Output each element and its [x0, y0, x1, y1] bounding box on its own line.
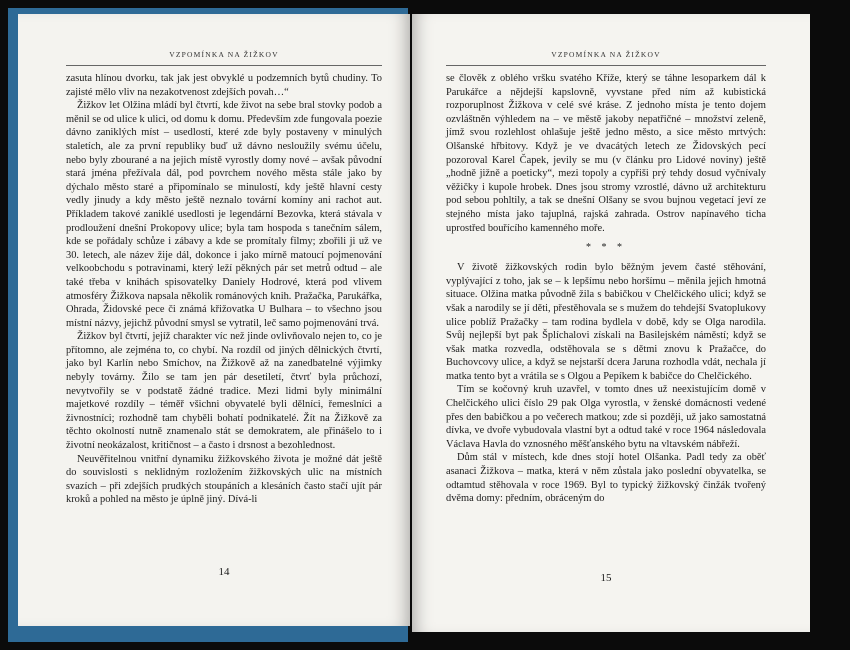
paragraph: V životě žižkovských rodin bylo běžným jevem časté stěhování, vyplývající z toho, jak se – k lepšímu nebo horšímu – měnila jejich hmotná situace. Olžina matka původně žila s babičkou v Chelčického ulici; když se však a narodily se jí děti, přestěhovala se s mužem do tehdejší Svatoplukovy ulice poblíž Pražačky – tam rodina bydlela v době, kdy se Olga narodila. Svůj nejlepší byt pak Šplíchalovi získali na Basilejském náměstí; když se však matka rozvedla, odstěhovala se s dětmi znovu k Pražačce, do Buchovcovy ulice, a když se nejstarší dcera Jaruna rozhodla vdát, nechala jí matka tento byt a vrátila se s Olgou a Pepíkem k babičce do Chelčického.	[446, 262, 766, 382]
paragraph: Žižkov let Olžina mládí byl čtvrtí, kde život na sebe bral stovky podob a měnil se od ulice k ulici, od domu k domu. Především zde fungovala poezie dávno zaniklých míst – usedlostí, které zde byly postaveny v minulých staletích, ale za první republiky buď už dávno nesloužily svému účelu, nebo byly zbourané a na jejich místě vyrostly domy nové – avšak původní stará jména přežívala dál, pod povrchem nového města stále jako by dýchalo město staré a připomínalo se minulostí, kdy ještě hlavní cesty vedly jinudy a kdy město ještě neznalo tovární komíny ani rachot aut. Příkladem takové zaniklé usedlosti je legendární Bezovka, která stávala v prodloužení dnešní Prokopovy ulice; byla tam hospoda s tanečním sálem, kde se pořádaly schůze i zábavy a kde se promítaly filmy; zbořili ji už ve 30. letech, ale název žije dál, dokonce i jako mírně matoucí pojmenování velkoobchodu s potravinami, který leží pěkných pár set metrů odtud – ale také třeba v knihách spisovatelky Daniely Hodrové, která pod vlivem atmosféry Žižkova napsala několik románových knih. Pražačka, Parukářka, Ohrada, Židovské pece či známá křižovatka U Bulhara – to všechno jsou místní názvy, jejichž původní smysl se vytratil, leč samo pojmenování trvá.	[66, 100, 382, 329]
left-page-text	[66, 72, 382, 507]
paragraph: zasuta hlínou dvorku, tak jak jest obvyklé u podzemních bytů chudiny. To zajisté mělo vliv na nezakotvenost zdejších povah…“	[66, 73, 382, 98]
paragraph: se člověk z oblého vršku svatého Kříže, který se táhne lesoparkem dál k Parukářce a nějdejší kapslovně, vyvstane před ním až kubistická rozporuplnost Žižkova v celé své kráse. Z jednoho místa je tento dojem ozvláštněn výhledem na – ve městě jakoby nepatřičné – množství zeleně, jímž svou rozlehlost ohlašuje ještě jedno město, a sice město mrtvých: Olšanské hřbitovy. Když je ve dvacátých letech ze Židovských pecí pozoroval Karel Čapek, jevily se mu (v článku pro Lidové noviny) ještě „hodně jižně a poeticky“, mezi topoly a cypřiši prý tehdy dosud vyčnívaly věžičky i kupole hrobek. Dnes jsou stromy vzrostlé, dávno už architekturu pod sebou pohltily, a tak se dnešní Olšany se svou bujnou vegetací jeví ze stejného místa jako tajuplná, rajská zahrada. Ostrov napínavého ticha uprostřed bouřícího kamenného moře.	[446, 73, 766, 234]
paragraph: Neuvěřitelnou vnitřní dynamiku žižkovského života je možné dát ještě do souvislosti s neklidným rozložením žižkovských ulic na místních svazích – při zdejších prudkých stoupáních a klesáních často stačí ujít pár kroků a pohled na město je úplně jiný. Dívá-li	[66, 453, 382, 506]
section-separator: * * *	[586, 242, 626, 254]
left-running-head: VZPOMÍNKA NA ŽIŽKOV	[169, 50, 279, 59]
left-page-number: 14	[218, 566, 230, 578]
paragraph: Dům stál v místech, kde dnes stojí hotel Olšanka. Padl tedy za oběť asanaci Žižkova – matka, která v něm zůstala jako poslední obyvatelka, se odtamtud stěhovala v roce 1969. Byl to typický žižkovský činžák tvořený dvěma domy: předním, obráceným do	[446, 452, 766, 505]
right-page-text	[446, 72, 766, 506]
right-page-number: 15	[600, 572, 612, 584]
paragraph: Žižkov byl čtvrtí, jejíž charakter víc než jinde ovlivňovalo nejen to, co je přítomno, ale zejména to, co chybí. Na rozdíl od jiných dělnických čtvrtí, jako byl Karlín nebo Smíchov, na Žižkově až na zanedbatelné výjimky nebyly továrny. Žilo se tam jen pár desetiletí, čtvrť byla průchozí, nevytvořily se v podstatě žádné tradice. Mezi lidmi byly minimální majetkové rozdíly – téměř všichni obyvatelé byli dělníci, řemeslníci a živnostníci; rozhodně tam chyběli bohatí podnikatelé. Žít na Žižkově za těchto okolností nutně znamenalo stát se demokratem, ale přinášelo to i životní neokázalost, kritičnost – a často i drsnost a bezohlednost.	[66, 331, 382, 452]
left-head-rule	[66, 65, 382, 66]
right-page	[412, 14, 810, 632]
paragraph: Tím se kočovný kruh uzavřel, v tomto dnes už neexistujícím domě v Chelčického ulici číslo 29 pak Olga vyrostla, v ženské domácnosti vedené přes den babičkou a po večerech matkou; zde si později, už jako samostatná dívka, ve dvoře vybudovala vlastní byt a odtud také v roce 1964 následovala Václava Havla do vznosného měšťanského bytu na vltavském nábřeží.	[446, 384, 766, 450]
right-running-head: VZPOMÍNKA NA ŽIŽKOV	[551, 50, 661, 59]
left-page	[18, 14, 410, 626]
right-head-rule	[446, 65, 766, 66]
